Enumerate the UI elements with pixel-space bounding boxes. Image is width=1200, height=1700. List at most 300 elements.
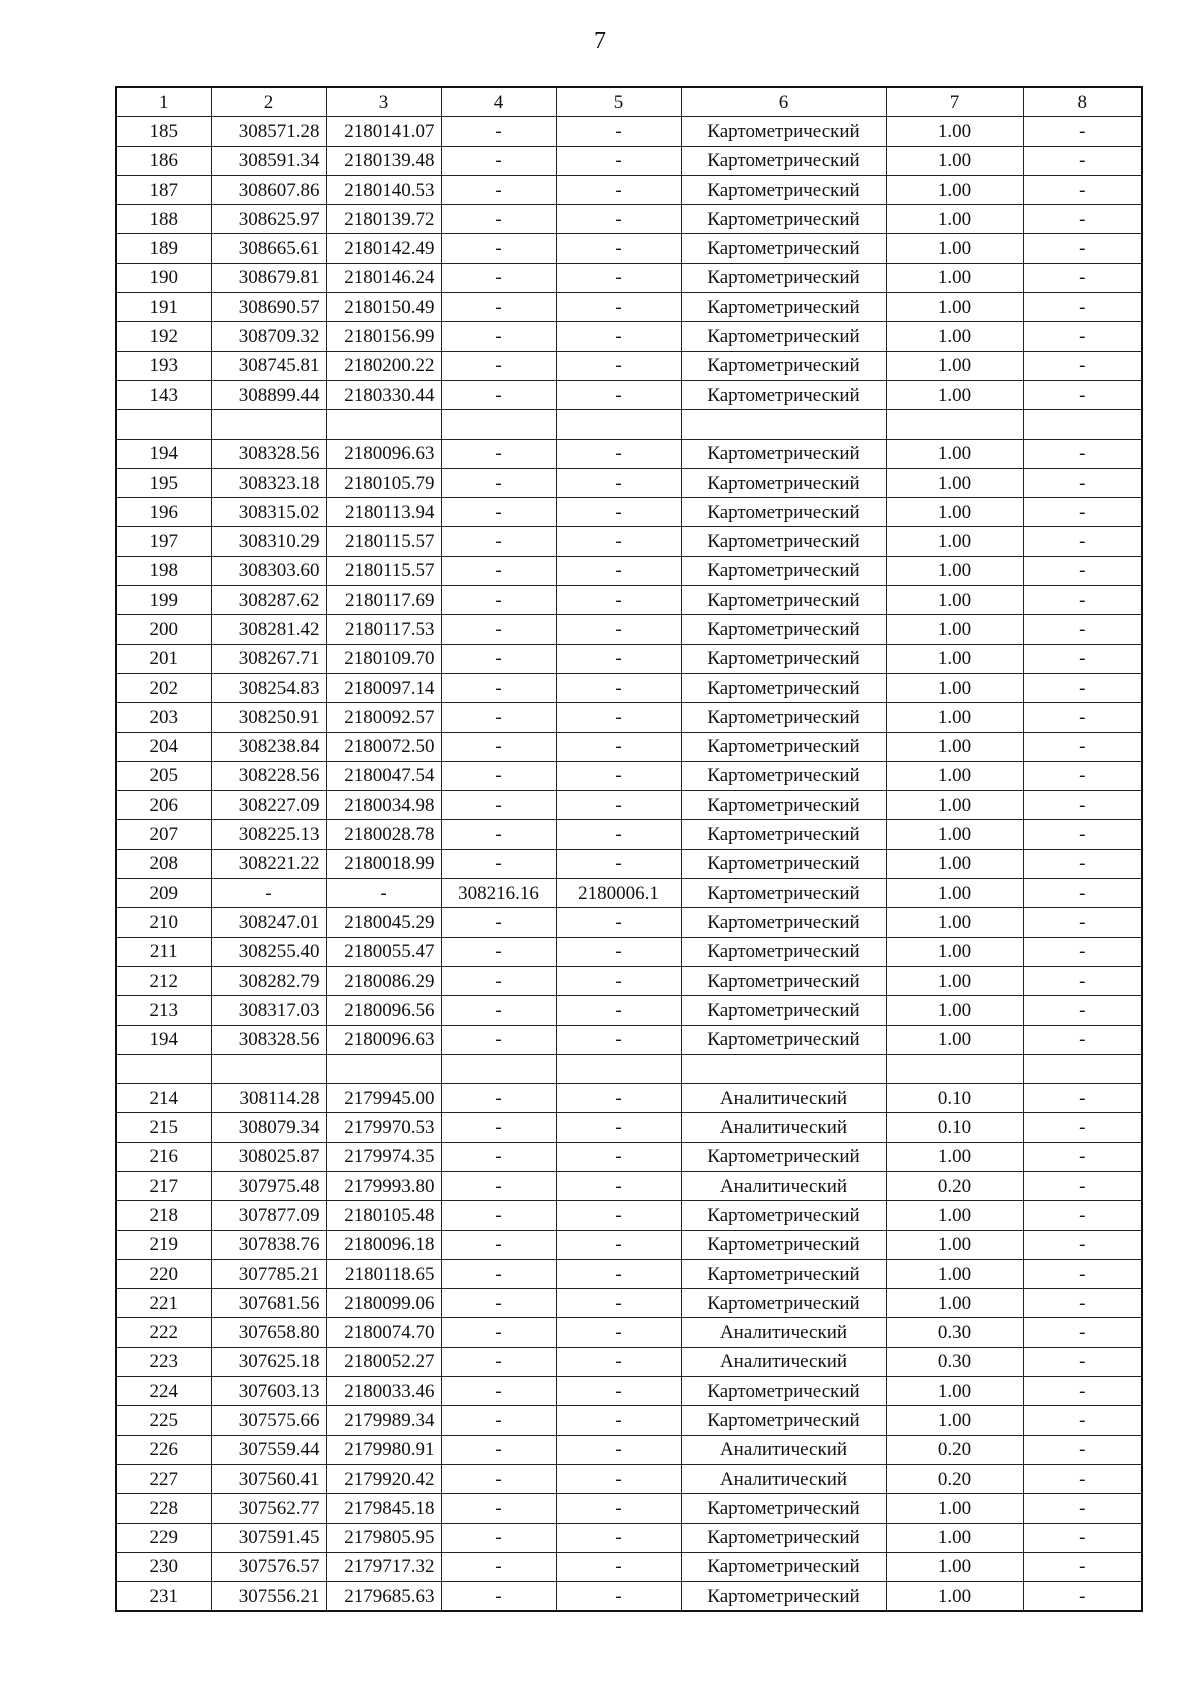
table-cell: 308079.34: [211, 1113, 326, 1142]
table-cell: 307658.80: [211, 1318, 326, 1347]
table-cell: 2180117.69: [326, 586, 441, 615]
table-row: [116, 1054, 1142, 1083]
table-cell: 307591.45: [211, 1523, 326, 1552]
table-cell: Картометрический: [681, 791, 886, 820]
table-cell: Картометрический: [681, 1377, 886, 1406]
table-cell: 2179945.00: [326, 1084, 441, 1113]
table-cell: -: [441, 1201, 556, 1230]
table-cell: -: [556, 146, 681, 175]
table-cell: 1.00: [886, 908, 1023, 937]
table-cell: 195: [116, 468, 211, 497]
table-row: [116, 380, 1142, 409]
table-cell: 217: [116, 1171, 211, 1200]
table-cell: [886, 1054, 1023, 1083]
table-cell: -: [556, 1289, 681, 1318]
table-cell: 2180052.27: [326, 1347, 441, 1376]
table-cell: -: [1023, 966, 1142, 995]
table-cell: [681, 1054, 886, 1083]
table-cell: [211, 1054, 326, 1083]
table-cell: -: [441, 673, 556, 702]
table-cell: Картометрический: [681, 879, 886, 908]
table-cell: 199: [116, 586, 211, 615]
table-cell: 190: [116, 263, 211, 292]
table-cell: 198: [116, 556, 211, 585]
table-cell: -: [556, 1084, 681, 1113]
table-row: [116, 468, 1142, 497]
table-cell: -: [441, 1552, 556, 1581]
table-cell: -: [441, 205, 556, 234]
table-cell: 1.00: [886, 820, 1023, 849]
table-cell: Картометрический: [681, 966, 886, 995]
table-cell: [556, 1054, 681, 1083]
table-cell: 196: [116, 498, 211, 527]
table-cell: Аналитический: [681, 1171, 886, 1200]
table-cell: -: [556, 644, 681, 673]
table-row: [116, 1582, 1142, 1612]
table-cell: Аналитический: [681, 1318, 886, 1347]
table-cell: -: [556, 205, 681, 234]
table-cell: -: [441, 263, 556, 292]
table-cell: [441, 1054, 556, 1083]
table-cell: 1.00: [886, 703, 1023, 732]
column-header: 3: [326, 87, 441, 117]
table-cell: -: [1023, 1582, 1142, 1612]
table-cell: 2180047.54: [326, 761, 441, 790]
table-cell: 186: [116, 146, 211, 175]
table-cell: Картометрический: [681, 351, 886, 380]
table-cell: -: [1023, 673, 1142, 702]
table-cell: 1.00: [886, 527, 1023, 556]
table-row: [116, 263, 1142, 292]
table-cell: 225: [116, 1406, 211, 1435]
table-cell: 308310.29: [211, 527, 326, 556]
table-cell: -: [441, 146, 556, 175]
table-cell: 231: [116, 1582, 211, 1612]
table-cell: Картометрический: [681, 146, 886, 175]
table-cell: Картометрический: [681, 380, 886, 409]
table-cell: 221: [116, 1289, 211, 1318]
table-cell: 228: [116, 1494, 211, 1523]
table-cell: Картометрический: [681, 1142, 886, 1171]
table-cell: -: [556, 849, 681, 878]
table-cell: 2180034.98: [326, 791, 441, 820]
table-cell: 2180096.56: [326, 996, 441, 1025]
table-cell: 202: [116, 673, 211, 702]
table-cell: -: [441, 380, 556, 409]
table-cell: 2179685.63: [326, 1582, 441, 1612]
table-cell: -: [441, 1289, 556, 1318]
table-row: [116, 1523, 1142, 1552]
table-cell: Картометрический: [681, 761, 886, 790]
table-cell: -: [441, 527, 556, 556]
table-cell: 1.00: [886, 1025, 1023, 1054]
table-cell: 194: [116, 1025, 211, 1054]
table-cell: -: [441, 1171, 556, 1200]
table-cell: Картометрический: [681, 175, 886, 204]
table-cell: -: [441, 820, 556, 849]
table-cell: -: [556, 1464, 681, 1493]
table-cell: -: [1023, 146, 1142, 175]
table-cell: Картометрический: [681, 1289, 886, 1318]
table-cell: -: [556, 1142, 681, 1171]
table-cell: -: [556, 615, 681, 644]
table-cell: -: [556, 1171, 681, 1200]
table-row: [116, 879, 1142, 908]
table-cell: -: [441, 644, 556, 673]
table-cell: 308317.03: [211, 996, 326, 1025]
table-cell: Картометрический: [681, 908, 886, 937]
table-cell: -: [441, 1230, 556, 1259]
table-row: [116, 1347, 1142, 1376]
table-cell: 2180139.48: [326, 146, 441, 175]
table-cell: -: [1023, 234, 1142, 263]
table-cell: 307556.21: [211, 1582, 326, 1612]
table-cell: -: [1023, 849, 1142, 878]
table-cell: -: [556, 351, 681, 380]
table-cell: 308899.44: [211, 380, 326, 409]
table-cell: -: [556, 1582, 681, 1612]
table-cell: 1.00: [886, 498, 1023, 527]
table-cell: 2179974.35: [326, 1142, 441, 1171]
table-cell: 1.00: [886, 117, 1023, 146]
table-cell: [326, 1054, 441, 1083]
table-cell: -: [556, 1494, 681, 1523]
table-row: [116, 673, 1142, 702]
page-number: 7: [594, 28, 606, 54]
table-cell: -: [441, 732, 556, 761]
table-cell: 308267.71: [211, 644, 326, 673]
table-cell: 0.30: [886, 1318, 1023, 1347]
table-cell: 193: [116, 351, 211, 380]
table-cell: 220: [116, 1259, 211, 1288]
table-cell: Картометрический: [681, 732, 886, 761]
table-cell: -: [441, 1142, 556, 1171]
table-cell: 1.00: [886, 439, 1023, 468]
table-cell: 307560.41: [211, 1464, 326, 1493]
table-cell: 308315.02: [211, 498, 326, 527]
table-cell: 1.00: [886, 966, 1023, 995]
table-cell: -: [1023, 439, 1142, 468]
table-cell: -: [556, 1406, 681, 1435]
column-header: 6: [681, 87, 886, 117]
table-row: [116, 849, 1142, 878]
table-cell: -: [556, 761, 681, 790]
table-cell: 2180018.99: [326, 849, 441, 878]
table-cell: 2180055.47: [326, 937, 441, 966]
table-cell: -: [441, 586, 556, 615]
table-cell: 0.10: [886, 1084, 1023, 1113]
table-cell: 2180115.57: [326, 527, 441, 556]
table-cell: 2180105.79: [326, 468, 441, 497]
table-cell: 1.00: [886, 1523, 1023, 1552]
table-cell: 206: [116, 791, 211, 820]
coordinates-table: [115, 86, 1143, 1612]
table-cell: -: [556, 791, 681, 820]
table-row: [116, 1464, 1142, 1493]
table-cell: 307975.48: [211, 1171, 326, 1200]
table-cell: 307625.18: [211, 1347, 326, 1376]
table-cell: 200: [116, 615, 211, 644]
table-row: [116, 117, 1142, 146]
table-cell: 308216.16: [441, 879, 556, 908]
table-cell: 1.00: [886, 791, 1023, 820]
table-cell: -: [1023, 351, 1142, 380]
table-row: [116, 1259, 1142, 1288]
table-cell: -: [556, 1435, 681, 1464]
table-cell: -: [1023, 996, 1142, 1025]
table-cell: 2180097.14: [326, 673, 441, 702]
table-cell: 1.00: [886, 234, 1023, 263]
table-row: [116, 1201, 1142, 1230]
table-cell: Картометрический: [681, 498, 886, 527]
column-header: 5: [556, 87, 681, 117]
table-cell: 307877.09: [211, 1201, 326, 1230]
table-cell: 308745.81: [211, 351, 326, 380]
table-cell: 1.00: [886, 322, 1023, 351]
table-cell: 1.00: [886, 146, 1023, 175]
table-cell: 216: [116, 1142, 211, 1171]
table-cell: [326, 410, 441, 439]
table-cell: 307838.76: [211, 1230, 326, 1259]
table-cell: -: [556, 322, 681, 351]
table-cell: 308323.18: [211, 468, 326, 497]
table-cell: [116, 1054, 211, 1083]
table-cell: 308328.56: [211, 439, 326, 468]
table-cell: 230: [116, 1552, 211, 1581]
table-row: [116, 1552, 1142, 1581]
table-cell: -: [1023, 1435, 1142, 1464]
table-cell: Картометрический: [681, 1582, 886, 1612]
table-cell: -: [441, 761, 556, 790]
table-cell: 2180118.65: [326, 1259, 441, 1288]
table-cell: 2180330.44: [326, 380, 441, 409]
table-cell: 0.20: [886, 1435, 1023, 1464]
table-cell: [1023, 1054, 1142, 1083]
table-cell: Картометрический: [681, 586, 886, 615]
table-cell: 1.00: [886, 556, 1023, 585]
table-row: [116, 1230, 1142, 1259]
table-cell: 189: [116, 234, 211, 263]
table-cell: -: [1023, 1523, 1142, 1552]
table-cell: 308328.56: [211, 1025, 326, 1054]
table-cell: 226: [116, 1435, 211, 1464]
column-header: 4: [441, 87, 556, 117]
table-cell: 1.00: [886, 879, 1023, 908]
table-cell: Картометрический: [681, 996, 886, 1025]
table-cell: -: [1023, 1464, 1142, 1493]
table-cell: -: [1023, 1113, 1142, 1142]
table-cell: -: [1023, 527, 1142, 556]
table-cell: -: [441, 556, 556, 585]
table-cell: 2180156.99: [326, 322, 441, 351]
table-cell: 308591.34: [211, 146, 326, 175]
table-row: [116, 761, 1142, 790]
table-cell: 308255.40: [211, 937, 326, 966]
table-row: [116, 234, 1142, 263]
table-cell: -: [441, 908, 556, 937]
table-cell: Картометрический: [681, 293, 886, 322]
table-cell: -: [556, 1113, 681, 1142]
table-cell: 308665.61: [211, 234, 326, 263]
table-cell: -: [1023, 1494, 1142, 1523]
table-cell: 308025.87: [211, 1142, 326, 1171]
table-cell: -: [1023, 1259, 1142, 1288]
column-header: 2: [211, 87, 326, 117]
table-cell: 2179717.32: [326, 1552, 441, 1581]
table-cell: -: [556, 1377, 681, 1406]
table-cell: 1.00: [886, 937, 1023, 966]
table-cell: [681, 410, 886, 439]
table-cell: 1.00: [886, 1406, 1023, 1435]
table-cell: -: [556, 293, 681, 322]
table-cell: -: [441, 322, 556, 351]
table-cell: [886, 410, 1023, 439]
table-cell: Картометрический: [681, 849, 886, 878]
table-cell: 308225.13: [211, 820, 326, 849]
table-cell: -: [556, 937, 681, 966]
table-cell: -: [1023, 1230, 1142, 1259]
table-row: [116, 1318, 1142, 1347]
table-cell: -: [556, 1318, 681, 1347]
table-row: [116, 1406, 1142, 1435]
table-cell: 307559.44: [211, 1435, 326, 1464]
table-cell: -: [1023, 1084, 1142, 1113]
table-cell: -: [556, 908, 681, 937]
table-cell: 308247.01: [211, 908, 326, 937]
table-cell: Картометрический: [681, 703, 886, 732]
table-cell: 197: [116, 527, 211, 556]
table-cell: -: [441, 1464, 556, 1493]
table-cell: Картометрический: [681, 439, 886, 468]
table-cell: -: [556, 380, 681, 409]
table-cell: -: [1023, 1552, 1142, 1581]
table-cell: -: [556, 175, 681, 204]
table-cell: 2179980.91: [326, 1435, 441, 1464]
table-cell: -: [1023, 556, 1142, 585]
table-cell: 2180045.29: [326, 908, 441, 937]
table-row: [116, 908, 1142, 937]
table-cell: 194: [116, 439, 211, 468]
table-cell: -: [441, 175, 556, 204]
table-cell: 1.00: [886, 644, 1023, 673]
table-cell: 2180140.53: [326, 175, 441, 204]
table-cell: 1.00: [886, 586, 1023, 615]
table-cell: -: [556, 468, 681, 497]
table-cell: 2180096.18: [326, 1230, 441, 1259]
table-cell: 1.00: [886, 1142, 1023, 1171]
table-row: [116, 1435, 1142, 1464]
table-row: [116, 410, 1142, 439]
table-cell: 214: [116, 1084, 211, 1113]
table-row: [116, 439, 1142, 468]
table-row: [116, 1289, 1142, 1318]
table-cell: -: [556, 586, 681, 615]
table-cell: -: [441, 1025, 556, 1054]
table-cell: 2179993.80: [326, 1171, 441, 1200]
table-cell: 188: [116, 205, 211, 234]
column-header: 8: [1023, 87, 1142, 117]
table-cell: Картометрический: [681, 615, 886, 644]
table-cell: Картометрический: [681, 1523, 886, 1552]
table-cell: -: [441, 996, 556, 1025]
table-cell: 2180141.07: [326, 117, 441, 146]
table-cell: -: [1023, 1142, 1142, 1171]
table-cell: -: [441, 703, 556, 732]
table-cell: 2180033.46: [326, 1377, 441, 1406]
table-cell: -: [556, 673, 681, 702]
table-cell: 1.00: [886, 263, 1023, 292]
table-cell: -: [326, 879, 441, 908]
table-cell: 2179805.95: [326, 1523, 441, 1552]
table-cell: Картометрический: [681, 820, 886, 849]
table-cell: -: [556, 117, 681, 146]
table-cell: 1.00: [886, 1377, 1023, 1406]
table-row: [116, 937, 1142, 966]
table-cell: 2180109.70: [326, 644, 441, 673]
table-cell: 307575.66: [211, 1406, 326, 1435]
table-cell: 308221.22: [211, 849, 326, 878]
table-cell: -: [556, 1025, 681, 1054]
table-cell: -: [556, 820, 681, 849]
table-cell: -: [441, 849, 556, 878]
table-cell: 1.00: [886, 380, 1023, 409]
table-cell: Картометрический: [681, 1552, 886, 1581]
table-row: [116, 586, 1142, 615]
table-cell: -: [441, 1494, 556, 1523]
table-row: [116, 732, 1142, 761]
table-cell: 308679.81: [211, 263, 326, 292]
table-cell: -: [441, 468, 556, 497]
table-row: [116, 293, 1142, 322]
table-cell: 213: [116, 996, 211, 1025]
table-row: [116, 615, 1142, 644]
column-header: 1: [116, 87, 211, 117]
table-cell: 1.00: [886, 849, 1023, 878]
table-cell: 209: [116, 879, 211, 908]
table-cell: 2179920.42: [326, 1464, 441, 1493]
table-cell: 308607.86: [211, 175, 326, 204]
table-cell: Аналитический: [681, 1435, 886, 1464]
table-cell: Картометрический: [681, 1259, 886, 1288]
table-cell: -: [441, 1084, 556, 1113]
table-cell: -: [1023, 175, 1142, 204]
table-cell: -: [1023, 380, 1142, 409]
table-cell: 208: [116, 849, 211, 878]
table-cell: -: [1023, 879, 1142, 908]
table-row: [116, 556, 1142, 585]
table-cell: 212: [116, 966, 211, 995]
table-cell: -: [1023, 263, 1142, 292]
table-cell: Картометрический: [681, 117, 886, 146]
table-cell: -: [1023, 908, 1142, 937]
table-cell: -: [556, 439, 681, 468]
table-row: [116, 498, 1142, 527]
table-cell: 2180072.50: [326, 732, 441, 761]
table-row: [116, 966, 1142, 995]
table-cell: 2180105.48: [326, 1201, 441, 1230]
table-cell: -: [1023, 1318, 1142, 1347]
table-cell: -: [441, 351, 556, 380]
table-cell: -: [1023, 703, 1142, 732]
table-cell: 222: [116, 1318, 211, 1347]
table-cell: -: [441, 234, 556, 263]
table-cell: 185: [116, 117, 211, 146]
column-header: 7: [886, 87, 1023, 117]
table-cell: 2179989.34: [326, 1406, 441, 1435]
table-cell: 210: [116, 908, 211, 937]
table-cell: -: [441, 498, 556, 527]
table-cell: -: [556, 234, 681, 263]
